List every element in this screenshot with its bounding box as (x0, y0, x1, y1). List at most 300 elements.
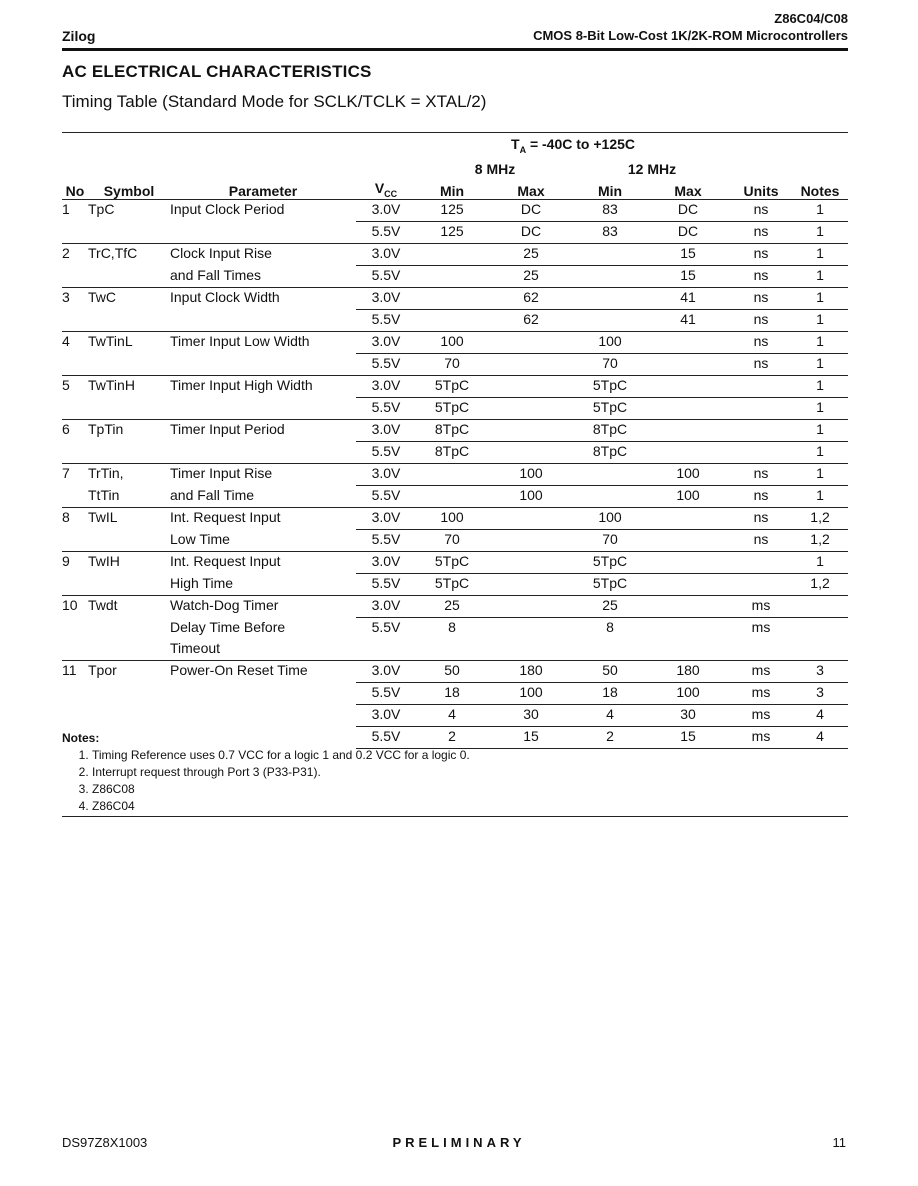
cell-vcc: 5.5V (356, 727, 416, 749)
cell-notes: 3 (792, 661, 848, 683)
table-row (62, 288, 848, 310)
part-number: Z86C04/C08 (774, 11, 848, 26)
timing-table (62, 132, 848, 749)
notes-rule (62, 816, 848, 817)
cell-parameter (170, 683, 356, 705)
cell-min-12: 5TpC (574, 552, 646, 574)
col-min-12: Min (597, 183, 623, 199)
cell-no: 1 (62, 200, 88, 222)
cell-notes: 1 (792, 486, 848, 508)
cell-symbol (88, 222, 170, 244)
cell-min-8: 5TpC (416, 552, 488, 574)
cell-vcc: 3.0V (356, 332, 416, 354)
cell-min-12: 100 (574, 508, 646, 530)
cell-parameter (170, 705, 356, 727)
cell-notes (792, 639, 848, 661)
cell-min-12: 8TpC (574, 442, 646, 464)
cell-min-12: 83 (574, 200, 646, 222)
cell-min-8 (416, 288, 488, 310)
notes-section (62, 730, 470, 815)
cell-no: 3 (62, 288, 88, 310)
cell-symbol (88, 530, 170, 552)
cell-max-8 (488, 508, 574, 530)
cell-notes: 1 (792, 552, 848, 574)
cell-units: ms (730, 727, 792, 749)
cell-max-12: 41 (646, 310, 730, 332)
header-rule (62, 48, 848, 51)
cell-units: ns (730, 486, 792, 508)
cell-max-8: 100 (488, 464, 574, 486)
cell-min-8: 25 (416, 596, 488, 618)
cell-min-12 (574, 639, 646, 661)
cell-max-12 (646, 332, 730, 354)
cell-min-8: 100 (416, 508, 488, 530)
table-row (62, 618, 848, 640)
cell-min-8 (416, 266, 488, 288)
cell-max-12 (646, 574, 730, 596)
table-row (62, 310, 848, 332)
cell-max-12 (646, 618, 730, 640)
cell-max-8 (488, 639, 574, 661)
cell-max-12: 30 (646, 705, 730, 727)
cell-notes: 1 (792, 244, 848, 266)
cell-max-12: 15 (646, 244, 730, 266)
cell-units (730, 639, 792, 661)
cell-symbol (88, 310, 170, 332)
cell-min-8: 125 (416, 200, 488, 222)
cell-units (730, 376, 792, 398)
cell-no: 7 (62, 464, 88, 486)
cell-min-12: 5TpC (574, 574, 646, 596)
cell-min-12: 2 (574, 727, 646, 749)
cell-no: 6 (62, 420, 88, 442)
cell-units: ns (730, 244, 792, 266)
cell-parameter: Clock Input Rise (170, 244, 356, 266)
document-number: DS97Z8X1003 (62, 1135, 148, 1150)
cell-notes: 1 (792, 200, 848, 222)
cell-parameter (170, 398, 356, 420)
column-header-row (62, 177, 848, 200)
cell-min-8: 125 (416, 222, 488, 244)
cell-no (62, 705, 88, 727)
table-row (62, 354, 848, 376)
cell-parameter: Watch-Dog Timer (170, 596, 356, 618)
cell-vcc: 5.5V (356, 574, 416, 596)
cell-max-8: DC (488, 200, 574, 222)
cell-symbol: TrTin, (88, 464, 170, 486)
col-max-8: Max (517, 183, 545, 199)
cell-symbol: TpTin (88, 420, 170, 442)
preliminary-label: PRELIMINARY (392, 1135, 526, 1150)
cell-units (730, 574, 792, 596)
cell-no: 11 (62, 661, 88, 683)
cell-notes: 1 (792, 288, 848, 310)
table-row (62, 464, 848, 486)
cell-min-8 (416, 244, 488, 266)
cell-symbol: TwC (88, 288, 170, 310)
col-min-8: Min (439, 183, 465, 199)
cell-vcc: 5.5V (356, 266, 416, 288)
cell-symbol (88, 618, 170, 640)
table-row (62, 530, 848, 552)
table-row (62, 574, 848, 596)
cell-notes: 1 (792, 310, 848, 332)
note-item: 2. Interrupt request through Port 3 (P33-P31). (92, 764, 470, 781)
cell-min-12 (574, 310, 646, 332)
cell-symbol: Tpor (88, 661, 170, 683)
cell-symbol (88, 398, 170, 420)
cell-symbol: Twdt (88, 596, 170, 618)
cell-units: ns (730, 332, 792, 354)
cell-symbol (88, 354, 170, 376)
cell-parameter: and Fall Time (170, 486, 255, 503)
cell-max-12 (646, 354, 730, 376)
cell-min-12 (574, 244, 646, 266)
cell-max-8: 15 (488, 727, 574, 749)
cell-min-12: 70 (574, 530, 646, 552)
cell-min-8: 70 (416, 530, 488, 552)
cell-max-8 (488, 530, 574, 552)
cell-units (730, 420, 792, 442)
cell-max-12: 180 (646, 661, 730, 683)
cell-min-8 (416, 310, 488, 332)
cell-notes (792, 596, 848, 618)
cell-vcc: 5.5V (356, 618, 416, 640)
cell-symbol: TwTinL (88, 332, 170, 354)
col-vcc: $V_{CC}$ (374, 180, 398, 199)
table-row (62, 244, 848, 266)
cell-min-8 (416, 639, 488, 661)
table-row (62, 442, 848, 464)
cell-parameter (170, 354, 356, 376)
cell-min-12: 4 (574, 705, 646, 727)
cell-notes: 1 (792, 442, 848, 464)
cell-no (62, 486, 88, 508)
table-row (62, 376, 848, 398)
cell-max-8: 62 (488, 310, 574, 332)
document-subtitle: CMOS 8-Bit Low-Cost 1K/2K-ROM Microcontrollers (533, 28, 848, 43)
cell-vcc: 3.0V (356, 661, 416, 683)
cell-notes: 1 (792, 398, 848, 420)
section-title: AC ELECTRICAL CHARACTERISTICS (62, 62, 372, 81)
cell-vcc: 3.0V (356, 552, 416, 574)
table-row (62, 552, 848, 574)
cell-notes: 4 (792, 705, 848, 727)
cell-parameter (170, 310, 356, 332)
cell-units: ns (730, 354, 792, 376)
cell-min-8: 100 (416, 332, 488, 354)
cell-symbol (88, 574, 170, 596)
cell-units: ns (730, 464, 792, 486)
cell-vcc: 5.5V (356, 354, 416, 376)
cell-notes: 4 (792, 727, 848, 749)
cell-units: ms (730, 705, 792, 727)
cell-no: 10 (62, 596, 88, 618)
cell-parameter: High Time (170, 574, 234, 591)
cell-vcc: 3.0V (356, 200, 416, 222)
cell-max-8 (488, 596, 574, 618)
cell-no (62, 222, 88, 244)
cell-max-12: DC (646, 200, 730, 222)
notes-title: Notes: (62, 731, 100, 745)
cell-max-12 (646, 552, 730, 574)
cell-no (62, 442, 88, 464)
cell-max-8 (488, 552, 574, 574)
cell-units: ns (730, 200, 792, 222)
cell-min-12: 25 (574, 596, 646, 618)
cell-max-8: 100 (488, 486, 574, 508)
note-item: 4. Z86C04 (92, 798, 470, 815)
cell-notes: 1 (792, 376, 848, 398)
cell-max-8 (488, 574, 574, 596)
cell-min-8: 5TpC (416, 398, 488, 420)
cell-symbol: TwIH (88, 552, 170, 574)
cell-units: ns (730, 266, 792, 288)
cell-parameter: Timer Input Period (170, 420, 356, 442)
col-notes: Notes (800, 183, 840, 199)
cell-min-8: 70 (416, 354, 488, 376)
cell-no (62, 683, 88, 705)
cell-min-12 (574, 464, 646, 486)
cell-symbol (88, 442, 170, 464)
cell-max-8 (488, 376, 574, 398)
note-item: 1. Timing Reference uses 0.7 VCC for a logic 1 and 0.2 VCC for a logic 0. (92, 747, 470, 764)
cell-min-8: 8TpC (416, 442, 488, 464)
cell-vcc: 5.5V (356, 486, 416, 508)
cell-max-12 (646, 508, 730, 530)
col-units: Units (743, 183, 779, 199)
cell-units (730, 552, 792, 574)
cell-parameter (170, 222, 356, 244)
cell-min-8: 50 (416, 661, 488, 683)
cell-min-12: 5TpC (574, 376, 646, 398)
cell-min-12: 18 (574, 683, 646, 705)
cell-min-12: 50 (574, 661, 646, 683)
cell-min-8 (416, 486, 488, 508)
cell-max-12: 41 (646, 288, 730, 310)
cell-no: 8 (62, 508, 88, 530)
cell-max-8 (488, 420, 574, 442)
cell-max-12: 100 (646, 486, 730, 508)
cell-units: ms (730, 618, 792, 640)
cell-units (730, 398, 792, 420)
cell-notes (792, 618, 848, 640)
cell-min-8: 2 (416, 727, 488, 749)
cell-units (730, 442, 792, 464)
brand-name: Zilog (62, 28, 96, 44)
cell-no: 4 (62, 332, 88, 354)
cell-notes: 1 (792, 464, 848, 486)
note-item: 3. Z86C08 (92, 781, 470, 798)
cell-vcc: 5.5V (356, 530, 416, 552)
col-symbol: Symbol (103, 183, 155, 199)
cell-notes: 1,2 (792, 574, 848, 596)
table-row (62, 639, 848, 661)
cell-min-8: 8TpC (416, 420, 488, 442)
cell-max-12 (646, 420, 730, 442)
table-row (62, 683, 848, 705)
cell-max-8: 25 (488, 266, 574, 288)
table-row (62, 200, 848, 222)
cell-no (62, 530, 88, 552)
cell-min-12: 8 (574, 618, 646, 640)
cell-min-12: 5TpC (574, 398, 646, 420)
cell-vcc: 3.0V (356, 596, 416, 618)
cell-units: ns (730, 310, 792, 332)
cell-max-8: 62 (488, 288, 574, 310)
cell-max-12: 15 (646, 727, 730, 749)
cell-max-12: 100 (646, 464, 730, 486)
cell-symbol (88, 683, 170, 705)
cell-parameter: Timer Input Low Width (170, 332, 356, 354)
cell-max-8 (488, 332, 574, 354)
table-row (62, 486, 848, 508)
cell-parameter: and Fall Times (170, 266, 262, 283)
cell-max-8: 180 (488, 661, 574, 683)
cell-no (62, 574, 88, 596)
cell-symbol (88, 266, 170, 288)
cell-max-12: DC (646, 222, 730, 244)
cell-min-12: 100 (574, 332, 646, 354)
cell-vcc: 3.0V (356, 464, 416, 486)
freq-header-row (62, 155, 848, 177)
cell-parameter: Low Time (170, 530, 230, 547)
cell-units: ns (730, 222, 792, 244)
cell-max-12 (646, 596, 730, 618)
cell-notes: 1 (792, 222, 848, 244)
cell-parameter: Timer Input Rise (170, 464, 356, 486)
col-max-12: Max (674, 183, 702, 199)
cell-max-12: 100 (646, 683, 730, 705)
cell-symbol (88, 705, 170, 727)
cell-no (62, 354, 88, 376)
cell-units: ns (730, 288, 792, 310)
cell-vcc: 3.0V (356, 244, 416, 266)
temp-header-row (62, 133, 848, 156)
cell-max-12 (646, 530, 730, 552)
cell-notes: 1 (792, 332, 848, 354)
cell-max-12 (646, 639, 730, 661)
cell-min-8: 5TpC (416, 376, 488, 398)
cell-min-8: 5TpC (416, 574, 488, 596)
table-row (62, 398, 848, 420)
cell-vcc (356, 639, 416, 661)
cell-vcc: 5.5V (356, 310, 416, 332)
cell-notes: 1 (792, 420, 848, 442)
cell-vcc: 3.0V (356, 705, 416, 727)
table-row (62, 705, 848, 727)
cell-no (62, 639, 88, 661)
cell-symbol: TtTin (88, 486, 120, 503)
cell-no (62, 266, 88, 288)
cell-notes: 1,2 (792, 530, 848, 552)
cell-parameter: Int. Request Input (170, 508, 356, 530)
table-row (62, 266, 848, 288)
cell-min-8: 18 (416, 683, 488, 705)
cell-symbol: TwIL (88, 508, 170, 530)
freq-12mhz-header: 12 MHz (627, 161, 677, 177)
cell-vcc: 5.5V (356, 683, 416, 705)
cell-vcc: 5.5V (356, 398, 416, 420)
cell-no (62, 398, 88, 420)
cell-parameter: Input Clock Period (170, 200, 356, 222)
cell-max-8 (488, 618, 574, 640)
cell-parameter: Input Clock Width (170, 288, 356, 310)
table-row (62, 222, 848, 244)
cell-parameter: Power-On Reset Time (170, 661, 356, 683)
cell-max-8: 100 (488, 683, 574, 705)
cell-notes: 1,2 (792, 508, 848, 530)
table-row (62, 420, 848, 442)
cell-symbol: TpC (88, 200, 170, 222)
cell-vcc: 5.5V (356, 222, 416, 244)
page-number: 11 (832, 1135, 846, 1150)
cell-no: 2 (62, 244, 88, 266)
cell-units: ns (730, 530, 792, 552)
cell-symbol: TwTinH (88, 376, 170, 398)
cell-max-8 (488, 354, 574, 376)
cell-max-12 (646, 442, 730, 464)
cell-units: ns (730, 508, 792, 530)
cell-parameter: Int. Request Input (170, 552, 356, 574)
cell-max-8: DC (488, 222, 574, 244)
cell-max-12: 15 (646, 266, 730, 288)
cell-max-12 (646, 398, 730, 420)
col-no: No (65, 183, 85, 199)
cell-units: ms (730, 596, 792, 618)
cell-units: ms (730, 661, 792, 683)
cell-parameter: Delay Time Before (170, 618, 286, 635)
cell-notes: 3 (792, 683, 848, 705)
cell-notes: 1 (792, 266, 848, 288)
cell-no: 5 (62, 376, 88, 398)
cell-symbol: TrC,TfC (88, 244, 170, 266)
cell-min-12 (574, 288, 646, 310)
cell-symbol (88, 639, 170, 661)
cell-vcc: 3.0V (356, 508, 416, 530)
cell-no: 9 (62, 552, 88, 574)
table-row (62, 596, 848, 618)
cell-min-12: 8TpC (574, 420, 646, 442)
cell-min-8: 4 (416, 705, 488, 727)
cell-vcc: 3.0V (356, 420, 416, 442)
cell-max-8: 30 (488, 705, 574, 727)
cell-no (62, 618, 88, 640)
cell-max-8 (488, 398, 574, 420)
cell-parameter: Timeout (170, 640, 221, 656)
cell-parameter: Timer Input High Width (170, 376, 356, 398)
notes-list (62, 747, 470, 815)
cell-no (62, 310, 88, 332)
cell-min-12: 70 (574, 354, 646, 376)
cell-vcc: 5.5V (356, 442, 416, 464)
cell-vcc: 3.0V (356, 288, 416, 310)
cell-min-12 (574, 266, 646, 288)
cell-units: ms (730, 683, 792, 705)
cell-min-12 (574, 486, 646, 508)
cell-min-8 (416, 464, 488, 486)
table-row (62, 661, 848, 683)
cell-parameter (170, 442, 356, 464)
table-row (62, 508, 848, 530)
col-parameter: Parameter (228, 183, 298, 199)
cell-vcc: 3.0V (356, 376, 416, 398)
table-row (62, 332, 848, 354)
cell-min-12: 83 (574, 222, 646, 244)
cell-notes: 1 (792, 354, 848, 376)
freq-8mhz-header: 8 MHz (474, 161, 516, 177)
table-title: Timing Table (Standard Mode for SCLK/TCLK = XTAL/2) (62, 92, 487, 111)
